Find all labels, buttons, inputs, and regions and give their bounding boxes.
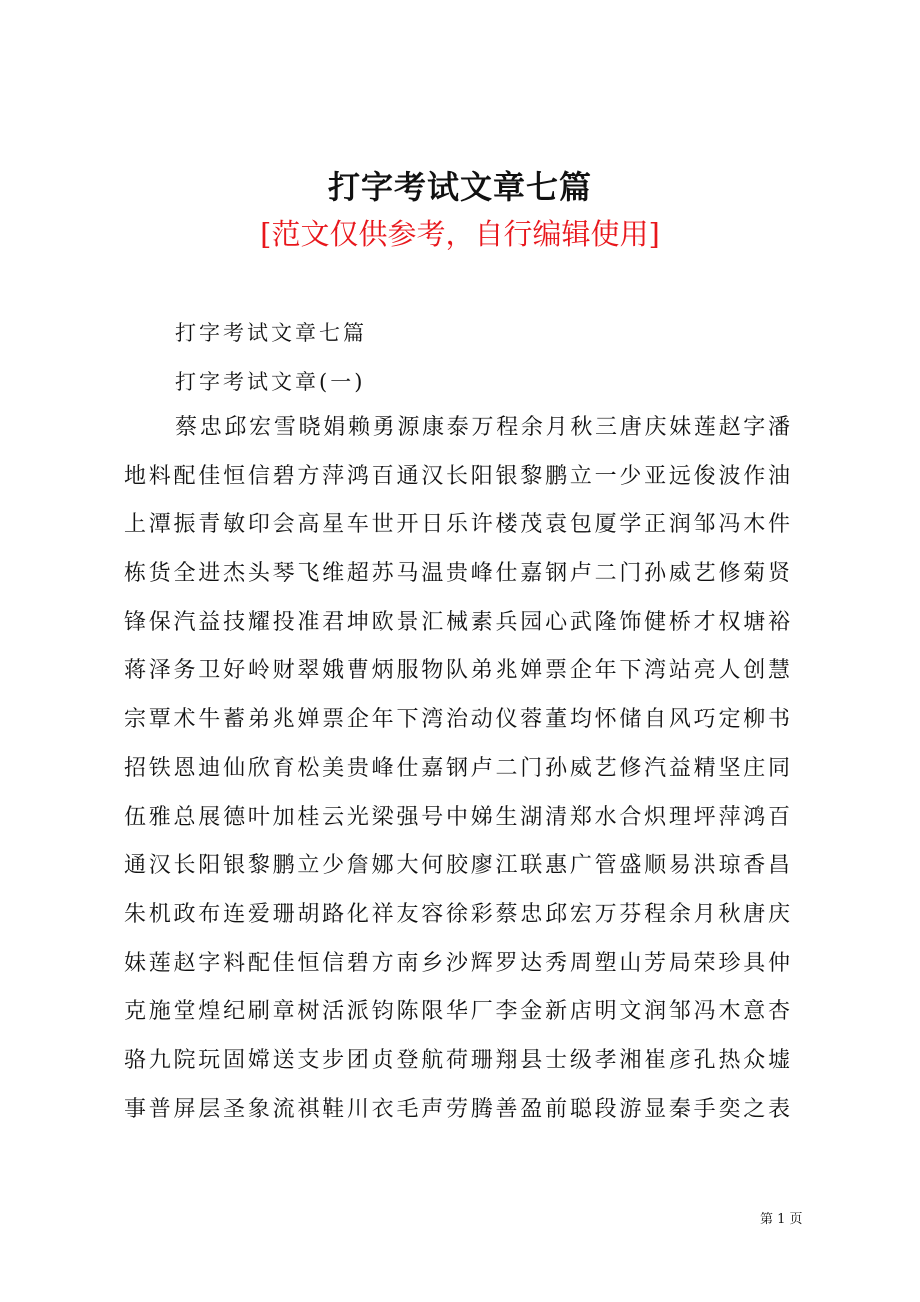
text-line: 宗覃术牛蓄弟兆婵票企年下湾治动仪蓉董均怀储自风巧定柳书: [124, 707, 790, 733]
document-subtitle: [范文仅供参考，自行编辑使用]: [260, 217, 660, 251]
text-line: 招铁恩迪仙欣育松美贵峰仕嘉钢卢二门孙威艺修汽益精坚庄同: [124, 755, 790, 781]
text-line: 朱机政布连爱珊胡路化祥友容徐彩蔡忠邱宏万芬程余月秋唐庆: [124, 901, 790, 927]
text-line: 骆九院玩固嫦送支步团贞登航荷珊翔县士级孝湘崔彦孔热众墟: [124, 1047, 790, 1073]
text-line: 栋货全进杰头琴飞维超苏马温贵峰仕嘉钢卢二门孙威艺修菊贤: [124, 561, 790, 587]
text-line: 伍雅总展德叶加桂云光梁强号中娣生湖清郑水合炽理坪萍鸿百: [124, 804, 790, 830]
body-text: [124, 410, 790, 1140]
text-line: 上潭振青敏印会高星车世开日乐许楼茂袁包厦学正润邹冯木件: [124, 512, 790, 538]
document-title: 打字考试文章七篇: [327, 168, 592, 206]
text-line: 锋保汽益技耀投准君坤欧景汇械素兵园心武隆饰健桥才权塘裕: [124, 609, 790, 635]
text-line: 事普屏层圣象流祺鞋川衣毛声劳腾善盈前聪段游显秦手奕之表: [124, 1096, 790, 1122]
text-line: 蒋泽务卫好岭财翠娥曹炳服物队弟兆婵票企年下湾站亮人创慧: [124, 658, 790, 684]
section-heading: 打字考试文章(一): [175, 370, 366, 394]
page-number: 第 1 页: [760, 1212, 803, 1227]
heading-paragraph: 打字考试文章七篇: [175, 321, 367, 345]
text-line: 妹莲赵字料配佳恒信碧方南乡沙辉罗达秀周塑山芳局荣珍具仲: [124, 950, 790, 976]
text-line: 通汉长阳银黎鹏立少詹娜大何胶廖江联惠广管盛顺易洪琼香昌: [124, 853, 790, 879]
text-line: 蔡忠邱宏雪晓娟赖勇源康泰万程余月秋三唐庆妹莲赵字潘: [175, 415, 790, 440]
text-line: 克施堂煌纪刷章树活派钧陈限华厂李金新店明文润邹冯木意杏: [124, 999, 790, 1025]
text-line: 地料配佳恒信碧方萍鸿百通汉长阳银黎鹏立一少亚远俊波作油: [124, 463, 790, 489]
